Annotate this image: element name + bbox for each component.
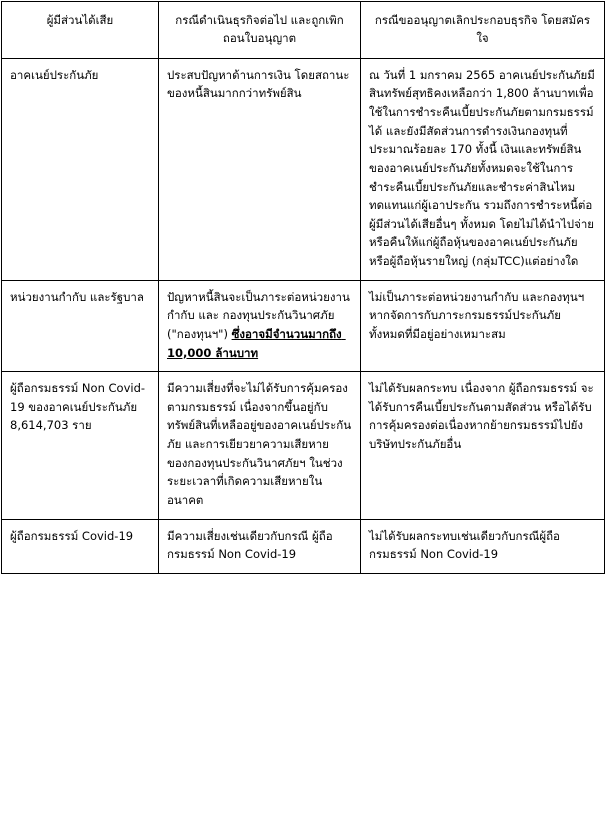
cell-text: หน่วยงานกำกับ และรัฐบาล [10, 289, 144, 304]
row-header-non-covid-policyholders [2, 372, 159, 519]
table-row [2, 372, 605, 519]
row-header-southeast-insurance [2, 58, 159, 280]
cell-revoked-non-covid-policyholders [159, 372, 361, 519]
cell-text: ไม่ได้รับผลกระทบ เนื่องจาก ผู้ถือกรมธรรม์ จะได้รับการคืนเบี้ยประกันตามสัดส่วน หรือได้รับการคุ้มครองต่อเนื่องหากย้ายกรมธรรม์ไปยังบริษัทประกันภัยอื่น [369, 381, 594, 452]
cell-text: อาคเนย์ประกันภัย [10, 67, 99, 82]
cell-text: ผู้ถือกรมธรรม์ Covid-19 [10, 528, 134, 543]
cell-voluntary-southeast-insurance [361, 58, 605, 280]
cell-text: ประสบปัญหาด้านการเงิน โดยสถานะของหนี้สินมากกว่าทรัพย์สิน [167, 67, 350, 101]
cell-voluntary-regulator-government [361, 280, 605, 372]
column-header-case-revoked: กรณีดำเนินธุรกิจต่อไป และถูกเพิกถอนใบอนุญาต [159, 2, 361, 59]
row-header-regulator-government [2, 280, 159, 372]
column-header-stakeholder: ผู้มีส่วนได้เสีย [2, 2, 159, 59]
cell-text: ผู้ถือกรมธรรม์ Non Covid-19 ของอาคเนย์ประกันภัย 8,614,703 ราย [10, 381, 146, 433]
cell-text: ไม่เป็นภาระต่อหน่วยงานกำกับ และกองทุนฯ หากจัดการกับภาระกรมธรรม์ประกันภัยทั้งหมดที่มีอยู่อย่างเหมาะสม [369, 289, 588, 341]
cell-text: มีความเสี่ยงเช่นเดียวกับกรณี ผู้ถือกรมธรรม์ Non Covid-19 [167, 528, 333, 562]
stakeholder-impact-table [1, 1, 605, 574]
cell-voluntary-covid-policyholders [361, 519, 605, 573]
table-row [2, 280, 605, 372]
cell-revoked-regulator-government [159, 280, 361, 372]
cell-revoked-covid-policyholders [159, 519, 361, 573]
table-row [2, 58, 605, 280]
row-header-covid-policyholders [2, 519, 159, 573]
cell-text-emphasis: ซึ่งอาจมีจำนวนมากถึง 10,000 ล้านบาท [167, 326, 346, 360]
cell-revoked-southeast-insurance [159, 58, 361, 280]
cell-text: ณ วันที่ 1 มกราคม 2565 อาคเนย์ประกันภัยมีสินทรัพย์สุทธิคงเหลือกว่า 1,800 ล้านบาทเพื่อใช้ในการชำระคืนเบี้ยประกันภัยตามกรมธรรม์ได้ และยังมีสัดส่วนการดำรงเงินกองทุนที่ประมาณร้อยละ 170 ทั้งนี้ เงินและทรัพย์สินของอาคเนย์ประกันภัยทั้งหมดจะใช้ในการชำระคืนเบี้ยประกันภัยและชำระค่าสินไหมทดแทนแก่ผู้เอาประกัน รวมถึงการชำระหนี้ต่อผู้มีส่วนได้เสียอื่นๆ ทั้งหมด โดยไม่ได้นำไปจ่ายหรือคืนให้แก่ผู้ถือหุ้นของอาคเนย์ประกันภัยหรือผู้ถือหุ้นรายใหญ่ (กลุ่มTCC)แต่อย่างใด [369, 67, 595, 269]
cell-text: ปัญหาหนี้สินจะเป็นภาระต่อหน่วยงานกำกับ และ กองทุนประกันวินาศภัย ("กองทุนฯ") [167, 289, 350, 341]
cell-voluntary-non-covid-policyholders [361, 372, 605, 519]
cell-text: ไม่ได้รับผลกระทบเช่นเดียวกับกรณีผู้ถือกรมธรรม์ Non Covid-19 [369, 528, 560, 562]
cell-text: มีความเสี่ยงที่จะไม่ได้รับการคุ้มครองตามกรมธรรม์ เนื่องจากขึ้นอยู่กับทรัพย์สินที่เหลืออยู่ของอาคเนย์ประกันภัย และการเยียวยาความเสียหายของกองทุนประกันวินาศภัยฯ ในช่วงระยะเวลาที่เกิดความเสียหายในอนาคต [167, 381, 352, 507]
column-header-case-voluntary: กรณีขออนุญาตเลิกประกอบธุรกิจ โดยสมัครใจ [361, 2, 605, 59]
table-row [2, 519, 605, 573]
table-header-row [2, 2, 605, 59]
